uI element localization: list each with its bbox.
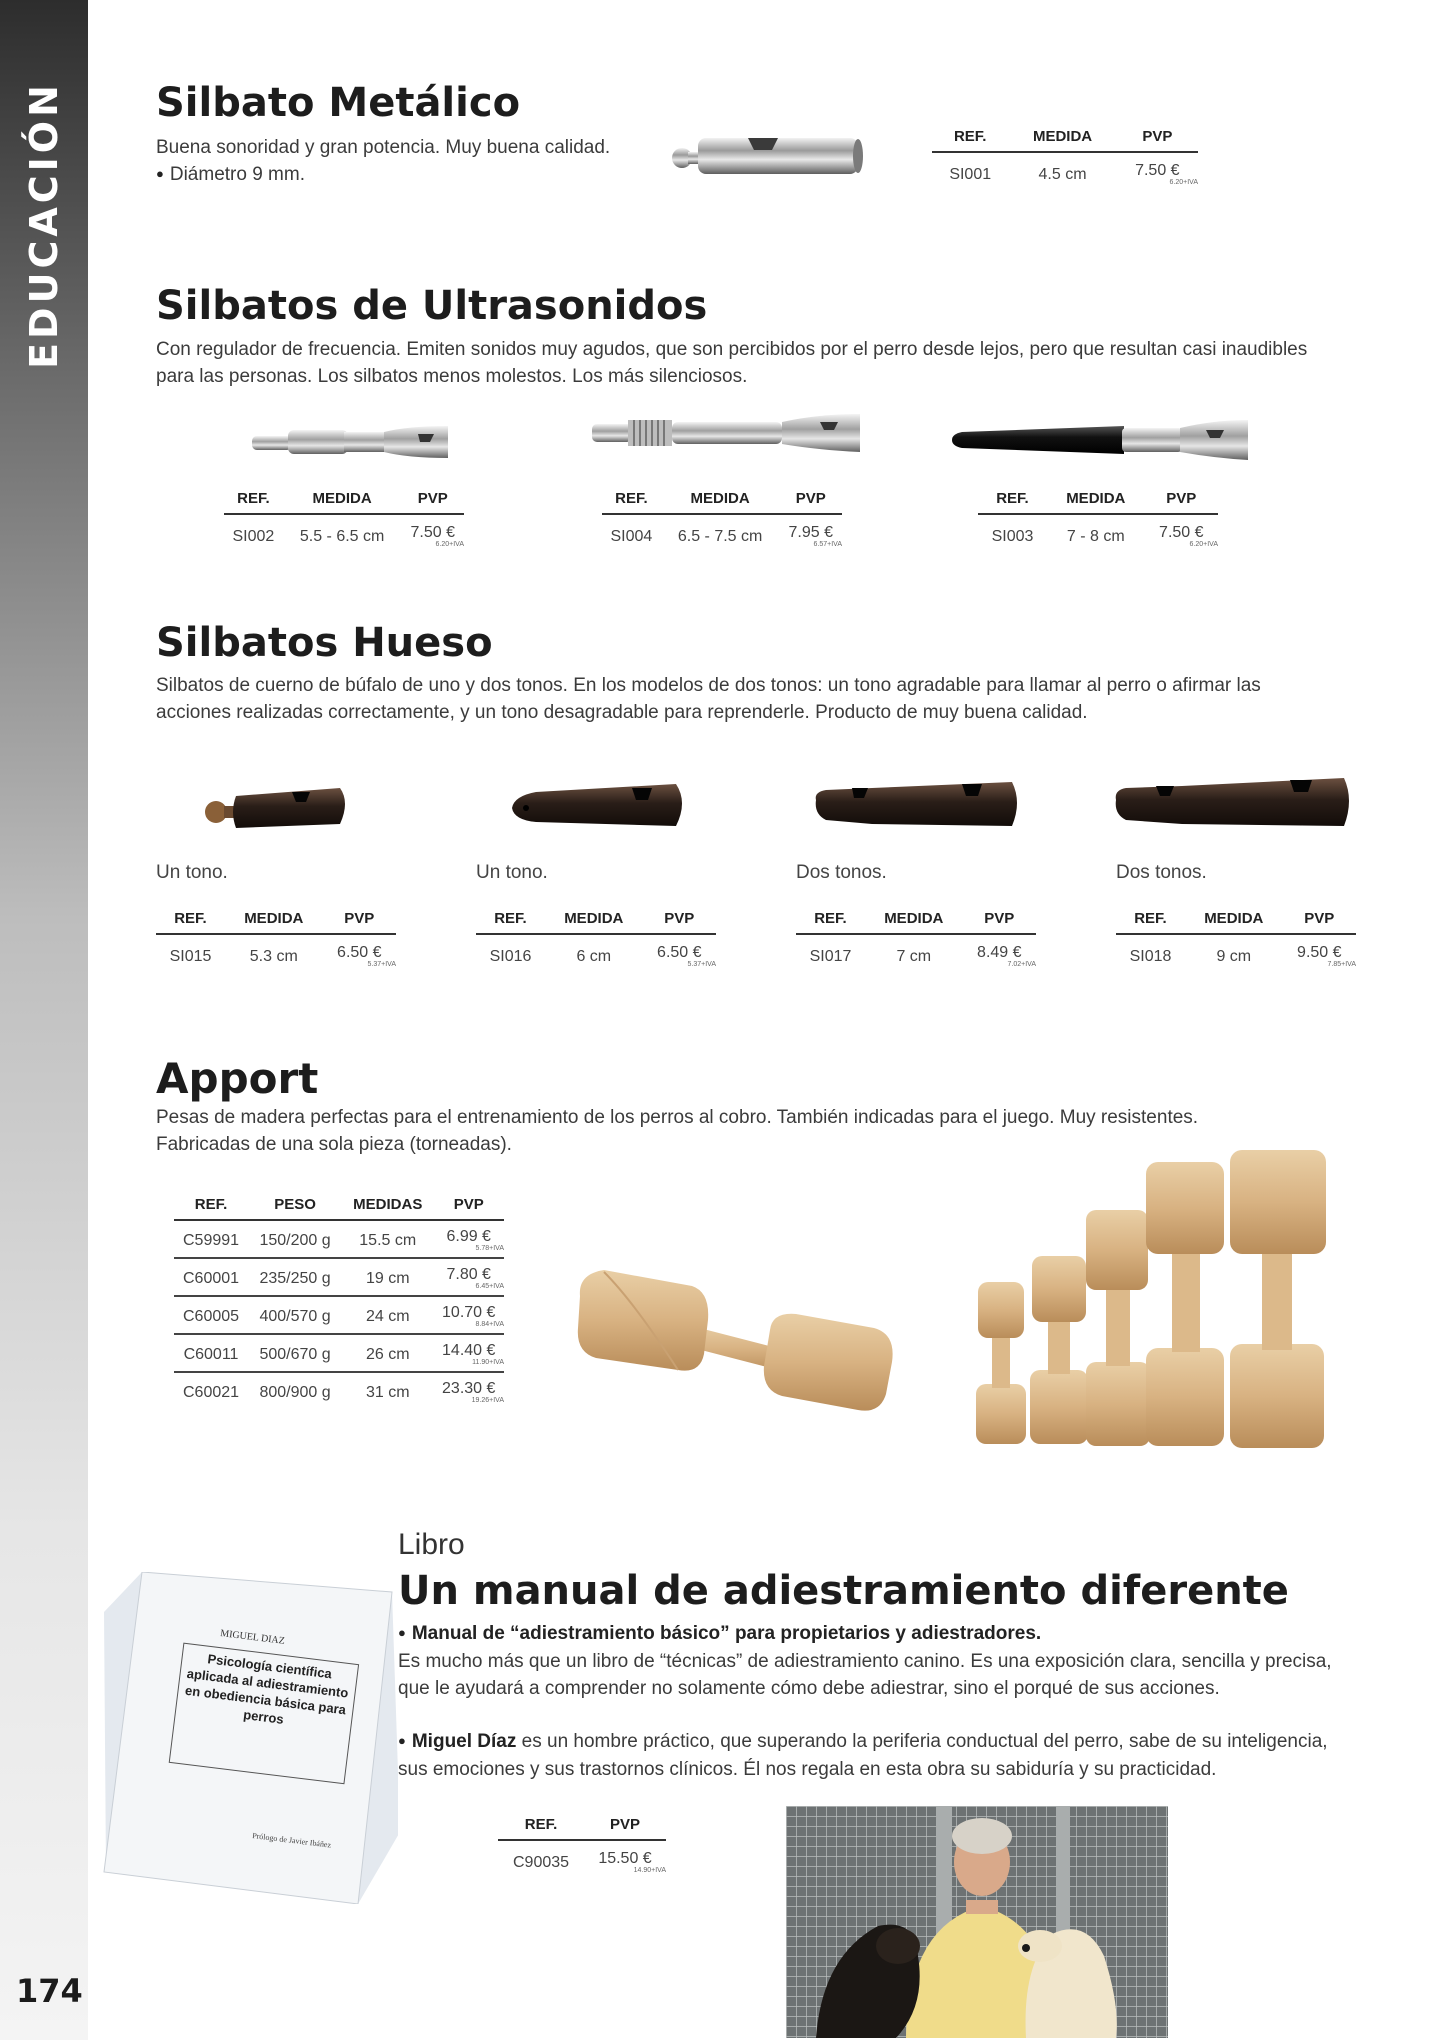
pvp-cell — [433, 1372, 504, 1409]
header-medida: MEDIDA — [283, 490, 402, 514]
metal-whistle-image — [668, 128, 868, 180]
ref-cell: C59991 — [174, 1220, 248, 1258]
ultrasonic-whistle-1-image — [248, 420, 458, 464]
section-title-silbato-metalico: Silbato Metálico — [156, 80, 521, 126]
medidas-cell: 15.5 cm — [342, 1220, 433, 1258]
libro-bullet-1: ● Manual de “adiestramiento básico” para propietarios y adiestradores. — [398, 1620, 1338, 1648]
pvp-net: 6.20+IVA — [1169, 179, 1198, 186]
libro-description — [398, 1620, 1338, 1783]
table-row — [156, 934, 396, 969]
header-medidas: MEDIDAS — [342, 1196, 433, 1220]
table-row — [174, 1372, 504, 1409]
table-row — [476, 934, 716, 969]
hueso-description: Silbatos de cuerno de búfalo de uno y dos tonos. En los modelos de dos tonos: un tono agradable para llamar al perro o afirmar las acciones realizadas correctamente, y un tono desagradable para reprenderle. Producto de muy buena calidad. — [156, 675, 1261, 723]
table-row — [978, 514, 1218, 549]
header-ref: REF. — [224, 490, 283, 514]
pvp-cell — [1117, 152, 1198, 187]
pvp-net: 5.78+IVA — [475, 1245, 504, 1252]
pvp-cell — [433, 1334, 504, 1372]
medida-cell: 5.5 - 6.5 cm — [299, 528, 385, 545]
header-pvp: PVP — [401, 490, 464, 514]
table-row — [174, 1220, 504, 1258]
table-row — [174, 1296, 504, 1334]
ultrasonic-whistle-3-image — [948, 416, 1254, 464]
horn-whistle-1-image — [200, 774, 354, 836]
pvp-cell — [779, 514, 842, 549]
author-name: ● Miguel Díaz — [398, 1731, 516, 1752]
libro-paragraph-2 — [398, 1728, 1338, 1783]
header-ref: REF. — [476, 910, 545, 934]
header-pvp: PVP — [643, 910, 716, 934]
ultrasonidos-table-2 — [602, 490, 842, 549]
medidas-cell: 19 cm — [342, 1258, 433, 1296]
table-row — [796, 934, 1036, 969]
pvp-cell — [433, 1220, 504, 1258]
pvp-cell — [643, 934, 716, 969]
ref-cell: SI003 — [991, 528, 1034, 545]
pvp-net: 5.37+IVA — [367, 961, 396, 968]
libro-paragraph-1: Es mucho más que un libro de “técnicas” de adiestramiento canino. Es una exposición clara, sencilla y precisa, que le ayudará a comprender no solamente cómo debe adiestrar, sino el porqué de sus acciones. — [398, 1651, 1332, 1699]
pvp-cell — [584, 1840, 666, 1875]
hueso-table-4 — [1116, 910, 1356, 969]
ref-cell: C60011 — [174, 1334, 248, 1372]
pvp-price: 14.40 € — [442, 1342, 496, 1359]
medida-cell: 7 cm — [896, 948, 932, 965]
pvp-price: 7.80 € — [446, 1266, 491, 1283]
peso-cell: 235/250 g — [248, 1258, 342, 1296]
pvp-price: 7.50 € — [410, 524, 455, 541]
ref-cell: SI017 — [809, 948, 852, 965]
horn-whistle-3-image — [812, 774, 1024, 836]
book-title: Psicología científica aplicada al adiestramiento en obediencia básica para perros — [184, 1651, 350, 1727]
header-pvp: PVP — [323, 910, 396, 934]
silbato-metalico-table — [932, 128, 1198, 187]
horn-whistle-4-image — [1112, 770, 1356, 836]
medida-cell: 9 cm — [1216, 948, 1252, 965]
ref-cell: SI001 — [949, 166, 992, 183]
libro-kicker: Libro — [398, 1528, 465, 1561]
header-ref: REF. — [602, 490, 661, 514]
book-cover-image — [102, 1572, 398, 1904]
header-ref: REF. — [174, 1196, 248, 1220]
header-medida: MEDIDA — [225, 910, 323, 934]
header-ref: REF. — [498, 1816, 584, 1840]
pvp-price: 7.50 € — [1135, 162, 1180, 179]
table-row — [174, 1258, 504, 1296]
header-ref: REF. — [1116, 910, 1185, 934]
pvp-cell — [1145, 514, 1218, 549]
pvp-cell — [433, 1296, 504, 1334]
hueso-caption-4: Dos tonos. — [1116, 862, 1207, 883]
section-title-hueso: Silbatos Hueso — [156, 620, 493, 666]
pvp-net: 14.90+IVA — [633, 1867, 666, 1874]
ref-cell: C60005 — [174, 1296, 248, 1334]
pvp-price: 7.50 € — [1159, 524, 1204, 541]
header-peso: PESO — [248, 1196, 342, 1220]
pvp-cell — [1283, 934, 1356, 969]
header-pvp: PVP — [963, 910, 1036, 934]
section-label: EDUCACIÓN — [22, 81, 66, 369]
pvp-net: 8.84+IVA — [475, 1321, 504, 1328]
pvp-net: 19.26+IVA — [471, 1397, 504, 1404]
hueso-table-3 — [796, 910, 1036, 969]
header-ref: REF. — [796, 910, 865, 934]
pvp-net: 11.90+IVA — [472, 1359, 504, 1366]
wooden-dumbbell-image — [574, 1262, 900, 1418]
book-author: MIGUEL DIAZ — [219, 1628, 286, 1647]
header-medida: MEDIDA — [1008, 128, 1116, 152]
pvp-price: 6.50 € — [337, 944, 382, 961]
table-row — [174, 1334, 504, 1372]
pvp-price: 9.50 € — [1297, 944, 1342, 961]
pvp-net: 6.57+IVA — [813, 541, 842, 548]
ref-cell: SI015 — [169, 948, 212, 965]
header-medida: MEDIDA — [545, 910, 643, 934]
peso-cell: 800/900 g — [259, 1384, 331, 1401]
medidas-cell: 24 cm — [342, 1296, 433, 1334]
apport-description: Pesas de madera perfectas para el entrenamiento de los perros al cobro. También indicadas para el juego. Muy resistentes. Fabricadas de una sola pieza (torneadas). — [156, 1107, 1199, 1155]
header-pvp: PVP — [1283, 910, 1356, 934]
table-row — [224, 514, 464, 549]
apport-table — [174, 1196, 504, 1409]
header-ref: REF. — [156, 910, 225, 934]
medidas-cell: 31 cm — [365, 1384, 410, 1401]
header-pvp: PVP — [779, 490, 842, 514]
pvp-price: 7.95 € — [788, 524, 833, 541]
hueso-caption-3: Dos tonos. — [796, 862, 887, 883]
pvp-cell — [433, 1258, 504, 1296]
ref-cell: C90035 — [512, 1854, 570, 1871]
peso-cell: 500/670 g — [248, 1334, 342, 1372]
header-medida: MEDIDA — [1047, 490, 1145, 514]
wooden-dumbbell-set-image — [974, 1148, 1330, 1452]
medida-cell: 7 - 8 cm — [1066, 528, 1125, 545]
ref-cell: C60021 — [182, 1384, 240, 1401]
libro-title: Un manual de adiestramiento diferente — [398, 1568, 1289, 1614]
ref-cell: SI016 — [489, 948, 532, 965]
table-row — [1116, 934, 1356, 969]
header-pvp: PVP — [584, 1816, 666, 1840]
pvp-cell — [323, 934, 396, 969]
section-title-apport: Apport — [156, 1054, 319, 1103]
pvp-net: 7.85+IVA — [1327, 961, 1356, 968]
silbato-metalico-description — [156, 134, 636, 189]
author-description: es un hombre práctico, que superando la periferia conductual del perro, sabe de su inteligencia, sus emociones y sus trastornos clínicos. Él nos regala en esta obra su sabiduría y su practicidad. — [398, 1731, 1328, 1780]
ref-cell: SI004 — [610, 528, 653, 545]
header-ref: REF. — [978, 490, 1047, 514]
diameter-bullet: ● Diámetro 9 mm. — [156, 161, 636, 189]
pvp-price: 6.99 € — [446, 1228, 491, 1245]
table-row — [498, 1840, 666, 1875]
book-prologue: Prólogo de Javier Ibáñez — [251, 1831, 332, 1850]
sidebar-band — [0, 0, 88, 2040]
header-medida: MEDIDA — [1185, 910, 1283, 934]
peso-cell: 150/200 g — [248, 1220, 342, 1258]
header-medida: MEDIDA — [661, 490, 780, 514]
pvp-price: 8.49 € — [977, 944, 1022, 961]
pvp-net: 5.37+IVA — [687, 961, 716, 968]
pvp-net: 6.20+IVA — [435, 541, 464, 548]
header-ref: REF. — [932, 128, 1008, 152]
author-photo — [786, 1806, 1168, 2038]
header-medida: MEDIDA — [865, 910, 963, 934]
hueso-caption-2: Un tono. — [476, 862, 548, 883]
ultrasonic-whistle-2-image — [588, 410, 868, 456]
header-pvp: PVP — [433, 1196, 504, 1220]
pvp-net: 6.20+IVA — [1189, 541, 1218, 548]
horn-whistle-2-image — [506, 774, 692, 836]
table-row — [932, 152, 1198, 187]
medida-cell: 4.5 cm — [1038, 166, 1087, 183]
header-pvp: PVP — [1145, 490, 1218, 514]
medidas-cell: 26 cm — [342, 1334, 433, 1372]
hueso-caption-1: Un tono. — [156, 862, 228, 883]
pvp-net: 7.02+IVA — [1007, 961, 1036, 968]
section-title-ultrasonidos: Silbatos de Ultrasonidos — [156, 283, 708, 329]
pvp-cell — [401, 514, 464, 549]
ultrasonidos-table-3 — [978, 490, 1218, 549]
medida-cell: 5.3 cm — [249, 948, 298, 965]
libro-table — [498, 1816, 666, 1875]
pvp-cell — [963, 934, 1036, 969]
description-text: Buena sonoridad y gran potencia. Muy buena calidad. — [156, 137, 611, 158]
hueso-table-1 — [156, 910, 396, 969]
ref-cell: C60001 — [174, 1258, 248, 1296]
header-pvp: PVP — [1117, 128, 1198, 152]
pvp-price: 23.30 € — [442, 1380, 496, 1397]
ref-cell: SI018 — [1129, 948, 1172, 965]
pvp-price: 6.50 € — [657, 944, 702, 961]
pvp-price: 15.50 € — [598, 1850, 652, 1867]
ref-cell: SI002 — [232, 528, 275, 545]
medida-cell: 6.5 - 7.5 cm — [677, 528, 763, 545]
ultrasonidos-table-1 — [224, 490, 464, 549]
table-row — [602, 514, 842, 549]
page-number: 174 — [16, 1972, 83, 2010]
hueso-table-2 — [476, 910, 716, 969]
ultrasonidos-description: Con regulador de frecuencia. Emiten sonidos muy agudos, que son percibidos por el perro desde lejos, pero que resultan casi inaudibles para las personas. Los silbatos menos molestos. Los más silenciosos. — [156, 339, 1308, 387]
pvp-price: 10.70 € — [442, 1304, 496, 1321]
peso-cell: 400/570 g — [248, 1296, 342, 1334]
medida-cell: 6 cm — [576, 948, 612, 965]
pvp-net: 6.45+IVA — [475, 1283, 504, 1290]
